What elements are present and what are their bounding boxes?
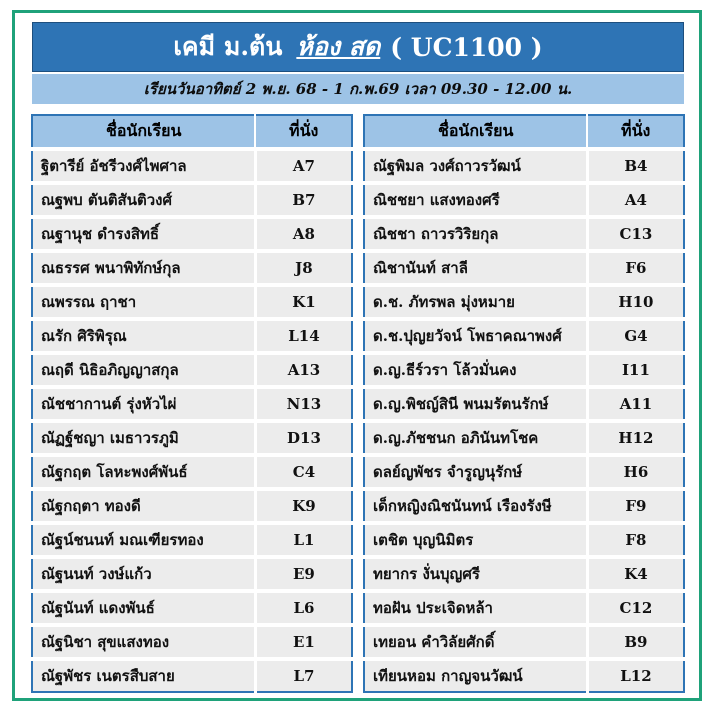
table-row bbox=[32, 625, 352, 659]
seat-number: D13 bbox=[255, 421, 352, 455]
student-name: ณฐานุช ดำรงสิทธิ์ bbox=[32, 217, 255, 251]
student-name: ณัฐนนท์ วงษ์แก้ว bbox=[32, 557, 255, 591]
seat-number: H6 bbox=[587, 455, 684, 489]
student-name: เทียนหอม กาญจนวัฒน์ bbox=[364, 659, 587, 692]
student-name: เด็กหญิงณิชนันทน์ เรืองรังษี bbox=[364, 489, 587, 523]
seat-number: L6 bbox=[255, 591, 352, 625]
seat-number: C12 bbox=[587, 591, 684, 625]
student-name: ณพรรณ ฤาชา bbox=[32, 285, 255, 319]
student-name: เตชิต บุญนิมิตร bbox=[364, 523, 587, 557]
column-header-name: ชื่อนักเรียน bbox=[364, 115, 587, 149]
student-name: ด.ญ.ธีร์วรา โล้วมั่นคง bbox=[364, 353, 587, 387]
table-row bbox=[32, 251, 352, 285]
table-row bbox=[364, 557, 684, 591]
student-name: ณัฏฐ์ชญา เมธาวรภูมิ bbox=[32, 421, 255, 455]
student-name: ณรัก ศิริพิรุณ bbox=[32, 319, 255, 353]
table-row bbox=[364, 149, 684, 183]
student-name: ณิชชา ถาวรวิริยกุล bbox=[364, 217, 587, 251]
student-name: ด.ญ.ภัชชนก อภินันทโชค bbox=[364, 421, 587, 455]
table-row bbox=[364, 455, 684, 489]
seat-number: L7 bbox=[255, 659, 352, 692]
table-row bbox=[364, 625, 684, 659]
right-seating-table bbox=[363, 114, 685, 693]
table-row bbox=[364, 217, 684, 251]
seat-number: H12 bbox=[587, 421, 684, 455]
seat-number: J8 bbox=[255, 251, 352, 285]
student-name: ณัฐพัชร เนตรสืบสาย bbox=[32, 659, 255, 692]
student-name: ณัฐกฤตา ทองดี bbox=[32, 489, 255, 523]
student-name: ฐิตารีย์ อัชรีวงศ์ไพศาล bbox=[32, 149, 255, 183]
table-row bbox=[364, 523, 684, 557]
seat-number: E9 bbox=[255, 557, 352, 591]
table-row bbox=[364, 251, 684, 285]
right-table-body bbox=[364, 149, 684, 692]
seat-number: A4 bbox=[587, 183, 684, 217]
table-row bbox=[364, 591, 684, 625]
table-row bbox=[32, 523, 352, 557]
seating-chart-frame bbox=[12, 10, 702, 701]
table-row bbox=[364, 285, 684, 319]
student-name: ณัฐนันท์ แดงพันธ์ bbox=[32, 591, 255, 625]
table-row bbox=[32, 421, 352, 455]
seat-number: B4 bbox=[587, 149, 684, 183]
seat-number: C4 bbox=[255, 455, 352, 489]
left-table-body bbox=[32, 149, 352, 692]
seat-number: K4 bbox=[587, 557, 684, 591]
seat-number: F9 bbox=[587, 489, 684, 523]
table-row bbox=[32, 319, 352, 353]
table-row bbox=[364, 183, 684, 217]
seat-number: I11 bbox=[587, 353, 684, 387]
schedule-subtitle: เรียนวันอาทิตย์ 2 พ.ย. 68 - 1 ก.พ.69 เวลา 09.30 - 12.00 น. bbox=[32, 74, 684, 104]
student-name: ทยากร งั่นบุญศรี bbox=[364, 557, 587, 591]
seat-number: A7 bbox=[255, 149, 352, 183]
table-row bbox=[32, 285, 352, 319]
student-name: ณฤดี นิธิอภิญญาสกุล bbox=[32, 353, 255, 387]
table-row bbox=[364, 387, 684, 421]
title-subject: เคมี ม.ต้น bbox=[173, 32, 283, 61]
table-header-row bbox=[364, 115, 684, 149]
seat-number: C13 bbox=[587, 217, 684, 251]
seat-number: L1 bbox=[255, 523, 352, 557]
student-name: ณัฐนิชา สุขแสงทอง bbox=[32, 625, 255, 659]
student-name: ณิชานันท์ สาลี bbox=[364, 251, 587, 285]
seat-number: L12 bbox=[587, 659, 684, 692]
seat-number: B9 bbox=[587, 625, 684, 659]
student-name: ณัฐน์ชนนท์ มณเฑียรทอง bbox=[32, 523, 255, 557]
table-row bbox=[32, 217, 352, 251]
student-name: ณิชชยา แสงทองศรี bbox=[364, 183, 587, 217]
student-name: ทอฝัน ประเจิดหล้า bbox=[364, 591, 587, 625]
table-row bbox=[364, 421, 684, 455]
student-name: ด.ช. ภัทรพล มุ่งหมาย bbox=[364, 285, 587, 319]
table-row bbox=[364, 489, 684, 523]
table-row bbox=[32, 455, 352, 489]
table-row bbox=[32, 557, 352, 591]
column-header-seat: ที่นั่ง bbox=[587, 115, 684, 149]
table-header-row bbox=[32, 115, 352, 149]
student-name: ณัฐกฤต โลหะพงศ์พันธ์ bbox=[32, 455, 255, 489]
title-room: ห้อง สด bbox=[296, 32, 381, 61]
seat-number: B7 bbox=[255, 183, 352, 217]
student-name: ดลย์ญพัชร จำรูญนุรักษ์ bbox=[364, 455, 587, 489]
seat-number: F6 bbox=[587, 251, 684, 285]
seat-number: G4 bbox=[587, 319, 684, 353]
left-seating-table bbox=[31, 114, 353, 693]
seat-number: A8 bbox=[255, 217, 352, 251]
table-row bbox=[32, 489, 352, 523]
student-name: ด.ญ.พิชญ์สินี พนมรัตนรักษ์ bbox=[364, 387, 587, 421]
student-name: ณฐพบ ตันติสันติวงศ์ bbox=[32, 183, 255, 217]
table-row bbox=[364, 659, 684, 692]
seat-number: A13 bbox=[255, 353, 352, 387]
seat-number: F8 bbox=[587, 523, 684, 557]
student-name: ณัฐพิมล วงศ์ถาวรวัฒน์ bbox=[364, 149, 587, 183]
table-row bbox=[32, 183, 352, 217]
student-name: ด.ช.ปุญยวัจน์ โพธาคณาพงศ์ bbox=[364, 319, 587, 353]
page-title bbox=[32, 22, 684, 72]
student-name: เทยอน คำวิลัยศักดิ์ bbox=[364, 625, 587, 659]
seat-number: A11 bbox=[587, 387, 684, 421]
table-row bbox=[32, 591, 352, 625]
seat-number: K9 bbox=[255, 489, 352, 523]
table-row bbox=[32, 387, 352, 421]
student-name: ณัชชากานต์ รุ่งหัวไผ่ bbox=[32, 387, 255, 421]
column-header-name: ชื่อนักเรียน bbox=[32, 115, 255, 149]
column-header-seat: ที่นั่ง bbox=[255, 115, 352, 149]
title-code: ( UC1100 ) bbox=[390, 32, 543, 62]
table-row bbox=[32, 149, 352, 183]
seat-number: N13 bbox=[255, 387, 352, 421]
seat-number: L14 bbox=[255, 319, 352, 353]
seat-number: E1 bbox=[255, 625, 352, 659]
seat-number: K1 bbox=[255, 285, 352, 319]
table-row bbox=[32, 353, 352, 387]
table-row bbox=[32, 659, 352, 692]
seat-number: H10 bbox=[587, 285, 684, 319]
student-name: ณธรรศ พนาพิทักษ์กุล bbox=[32, 251, 255, 285]
table-row bbox=[364, 319, 684, 353]
table-row bbox=[364, 353, 684, 387]
